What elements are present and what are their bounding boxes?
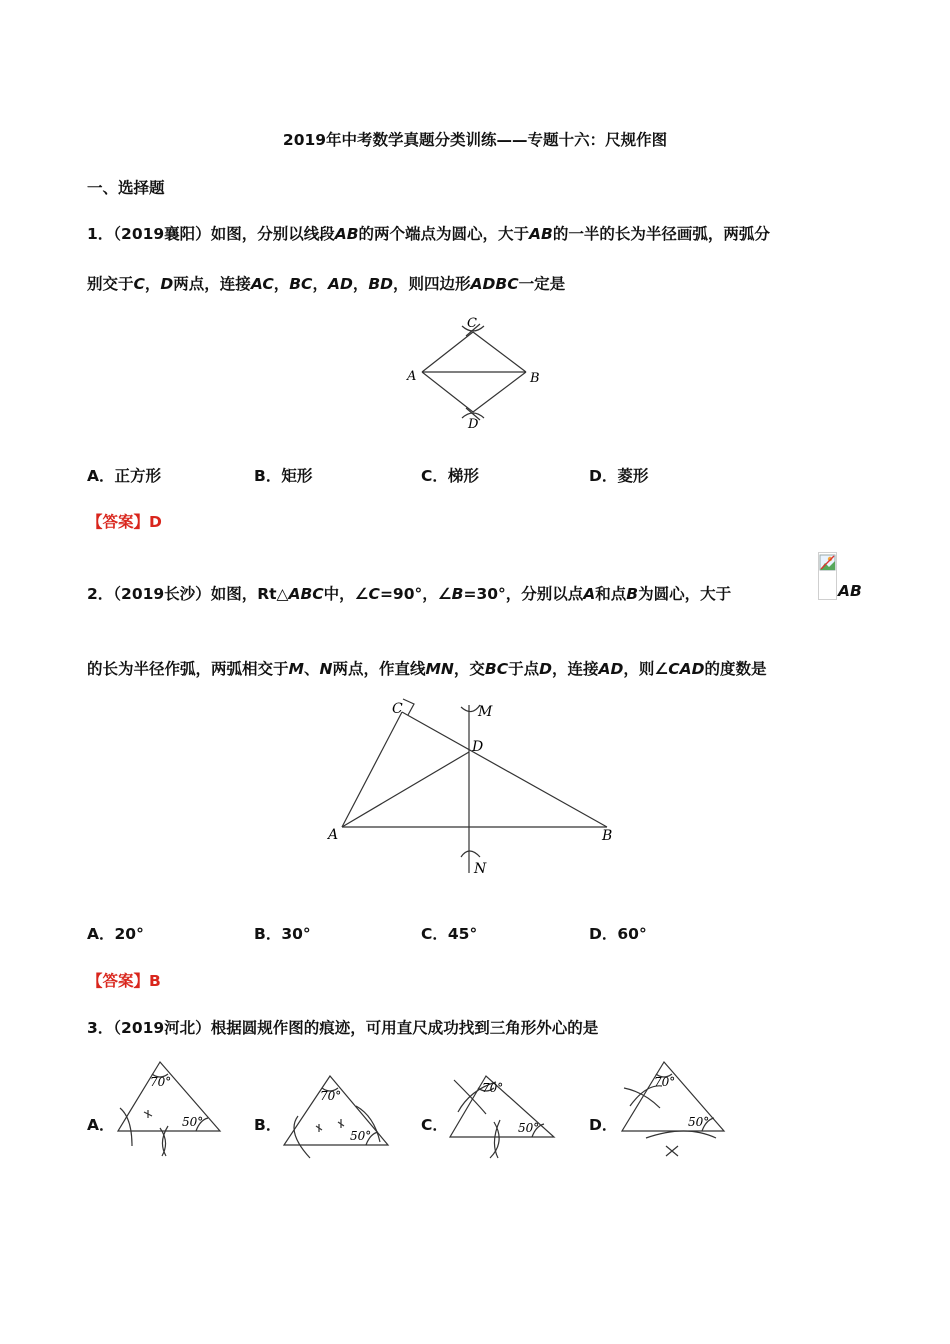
q1-option-c: C．梯形 xyxy=(421,467,479,485)
q3-option-a-key: A． xyxy=(87,1116,115,1134)
q3-a-right-angle: 50° xyxy=(182,1115,204,1129)
q1-line-2: 别交于C，D两点，连接AC，BC，AD，BD，则四边形ADBC一定是 xyxy=(87,275,566,293)
q2-label-c: C xyxy=(392,701,403,717)
q1-label-c: C xyxy=(467,316,477,331)
q1-label-b: B xyxy=(530,371,540,386)
q2-line-1-tail: AB xyxy=(838,582,862,600)
q3-option-a-figure xyxy=(110,1058,230,1162)
q1-line-1: 1．（2019襄阳）如图，分别以线段AB的两个端点为圆心，大于AB的一半的长为半径画弧，两弧分 xyxy=(87,225,770,243)
q1-option-d: D．菱形 xyxy=(589,467,649,485)
q3-d-right-angle: 50° xyxy=(688,1115,710,1129)
q3-option-b-key: B． xyxy=(254,1116,282,1134)
q3-c-top-angle: 70° xyxy=(482,1081,504,1095)
q1-answer: 【答案】D xyxy=(87,513,162,531)
q3-option-d-key: D． xyxy=(589,1116,618,1134)
q1-label-d: D xyxy=(468,417,479,432)
section-heading: 一、选择题 xyxy=(87,179,165,197)
q1-option-b: B．矩形 xyxy=(254,467,313,485)
q2-line-2: 的长为半径作弧，两弧相交于M、N两点，作直线MN，交BC于点D，连接AD，则∠CAD的度数是 xyxy=(87,660,767,678)
q3-c-right-angle: 50° xyxy=(518,1121,540,1135)
q1-label-a: A xyxy=(407,369,417,384)
q2-label-d: D xyxy=(472,739,484,755)
q3-d-top-angle: 70° xyxy=(654,1075,676,1089)
q3-option-c-key: C． xyxy=(421,1116,448,1134)
q3-option-b-figure xyxy=(280,1072,395,1164)
q2-label-n: N xyxy=(474,861,487,877)
q2-label-b: B xyxy=(602,828,613,844)
q2-label-a: A xyxy=(328,827,339,843)
q3-b-right-angle: 50° xyxy=(350,1129,372,1143)
q2-option-b: B．30° xyxy=(254,925,311,943)
q2-option-c: C．45° xyxy=(421,925,478,943)
page-title: 2019年中考数学真题分类训练——专题十六：尺规作图 xyxy=(282,131,668,149)
q3-option-d-figure xyxy=(616,1058,731,1162)
q2-option-d: D．60° xyxy=(589,925,647,943)
q2-label-m: M xyxy=(478,704,493,720)
q3-a-top-angle: 70° xyxy=(150,1075,172,1089)
q2-line-1: 2．（2019长沙）如图，Rt△ABC中，∠C=90°，∠B=30°，分别以点A和点B为圆心，大于 xyxy=(87,585,732,603)
q2-option-a: A．20° xyxy=(87,925,144,943)
q1-figure xyxy=(400,312,550,434)
q3-option-c-figure xyxy=(446,1072,561,1164)
q3-b-top-angle: 70° xyxy=(320,1089,342,1103)
q1-option-a: A．正方形 xyxy=(87,467,162,485)
q3-line-1: 3．（2019河北）根据圆规作图的痕迹，可用直尺成功找到三角形外心的是 xyxy=(87,1019,599,1037)
broken-image-icon xyxy=(818,552,837,600)
q2-answer: 【答案】B xyxy=(87,972,161,990)
q2-figure xyxy=(320,695,630,885)
